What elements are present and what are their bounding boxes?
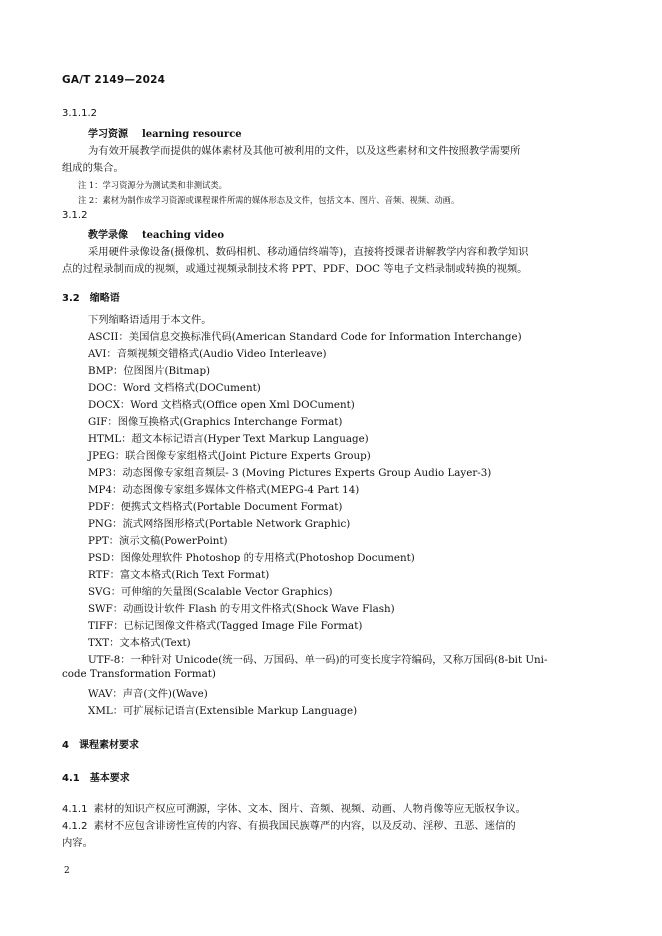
note-1: 注 1：学习资源分为测试类和非测试类。 (78, 180, 227, 190)
abbreviation-item: XML：可扩展标记语言(Extensible Markup Language) (88, 705, 358, 717)
section-heading-4 (62, 736, 139, 751)
section-number: 4 (62, 740, 69, 751)
clause-4-1-2-line-2: 内容。 (62, 837, 93, 849)
term-zh: 学习资源 (88, 129, 128, 140)
abbreviations-intro: 下列缩略语适用于本文件。 (88, 314, 212, 326)
abbreviation-utf8-line-1: UTF-8：一种针对 Unicode(统一码、万国码、单一码)的可变长度字符编码，又称万国码(8-bit Uni- (88, 654, 548, 666)
term-en: learning resource (142, 129, 242, 140)
page-number: 2 (64, 866, 70, 876)
abbreviation-item: PPT：演示文稿(PowerPoint) (88, 535, 228, 547)
abbreviation-item: JPEG：联合图像专家组格式(Joint Picture Experts Group) (88, 450, 371, 462)
standard-code-header: GA/T 2149—2024 (62, 74, 166, 86)
abbreviation-item: SWF：动画设计软件 Flash 的专用文件格式(Shock Wave Flash) (88, 603, 395, 615)
abbreviation-item: TIFF：已标记图像文件格式(Tagged Image File Format) (88, 620, 363, 632)
section-title: 缩略语 (89, 293, 120, 304)
abbreviation-item: MP3：动态图像专家组音频层- 3 (Moving Pictures Experts Group Audio Layer-3) (88, 467, 492, 479)
abbreviation-utf8-line-2: code Transformation Format) (62, 668, 216, 680)
clause-text: 素材的知识产权应可溯源，字体、文本、图片、音频、视频、动画、人物肖像等应无版权争议。 (93, 803, 526, 815)
abbreviation-item: PDF：便携式文档格式(Portable Document Format) (88, 501, 343, 513)
clause-number-3-1-2: 3.1.2 (62, 210, 88, 221)
clause-number: 4.1.1 (62, 804, 88, 815)
definition-line-2: 点的过程录制而成的视频，或通过视频录制技术将 PPT、PDF、DOC 等电子文档录制或转换的视频。 (62, 263, 528, 275)
section-number: 4.1 (62, 773, 80, 784)
definition-line-1: 为有效开展教学而提供的媒体素材及其他可被利用的文件，以及这些素材和文件按照教学需要所 (88, 145, 521, 157)
clause-number: 4.1.2 (62, 821, 88, 832)
note-2: 注 2：素材为制作成学习资源或课程课件所需的媒体形态及文件，包括文本、图片、音频、视频、动画。 (78, 195, 460, 205)
abbreviation-item: ASCII：美国信息交换标准代码(American Standard Code for Information Interchange) (88, 331, 522, 343)
abbreviation-item: AVI：音频视频交错格式(Audio Video Interleave) (88, 348, 327, 360)
term-zh: 教学录像 (88, 230, 128, 241)
abbreviation-item: DOCX：Word 文档格式(Office open Xml DOCument) (88, 399, 355, 411)
section-number: 3.2 (62, 293, 80, 304)
abbreviation-item: WAV：声音(文件)(Wave) (88, 688, 208, 700)
section-title: 基本要求 (89, 773, 130, 784)
clause-4-1-2 (62, 817, 516, 832)
abbreviation-item: RTF：富文本格式(Rich Text Format) (88, 569, 270, 581)
section-heading-3-2 (62, 289, 120, 304)
abbreviation-item: DOC：Word 文档格式(DOCument) (88, 382, 261, 394)
abbreviation-item: TXT：文本格式(Text) (88, 637, 191, 649)
term-learning-resource (88, 125, 242, 140)
abbreviation-item: PNG：流式网络图形格式(Portable Network Graphic) (88, 518, 351, 530)
abbreviation-item: MP4：动态图像专家组多媒体文件格式(MEPG-4 Part 14) (88, 484, 360, 496)
section-title: 课程素材要求 (78, 740, 139, 751)
abbreviation-item: PSD：图像处理软件 Photoshop 的专用格式(Photoshop Document) (88, 552, 415, 564)
clause-4-1-1 (62, 800, 526, 815)
term-teaching-video (88, 226, 224, 241)
definition-line-1: 采用硬件录像设备(摄像机、数码相机、移动通信终端等)，直接将授课者讲解教学内容和教学知识 (88, 246, 529, 258)
clause-number-3-1-1-2: 3.1.1.2 (62, 108, 97, 119)
abbreviation-item: SVG：可伸缩的矢量图(Scalable Vector Graphics) (88, 586, 333, 598)
abbreviation-item: GIF：图像互换格式(Graphics Interchange Format) (88, 416, 343, 428)
abbreviation-item: BMP：位图图片(Bitmap) (88, 365, 211, 377)
abbreviation-item: HTML：超文本标记语言(Hyper Text Markup Language) (88, 433, 369, 445)
section-heading-4-1 (62, 769, 130, 784)
definition-line-2: 组成的集合。 (62, 162, 124, 174)
term-en: teaching video (142, 230, 224, 241)
clause-text-line-1: 素材不应包含诽谤性宣传的内容、有损我国民族尊严的内容，以及反动、淫秽、丑恶、迷信的 (93, 820, 516, 832)
